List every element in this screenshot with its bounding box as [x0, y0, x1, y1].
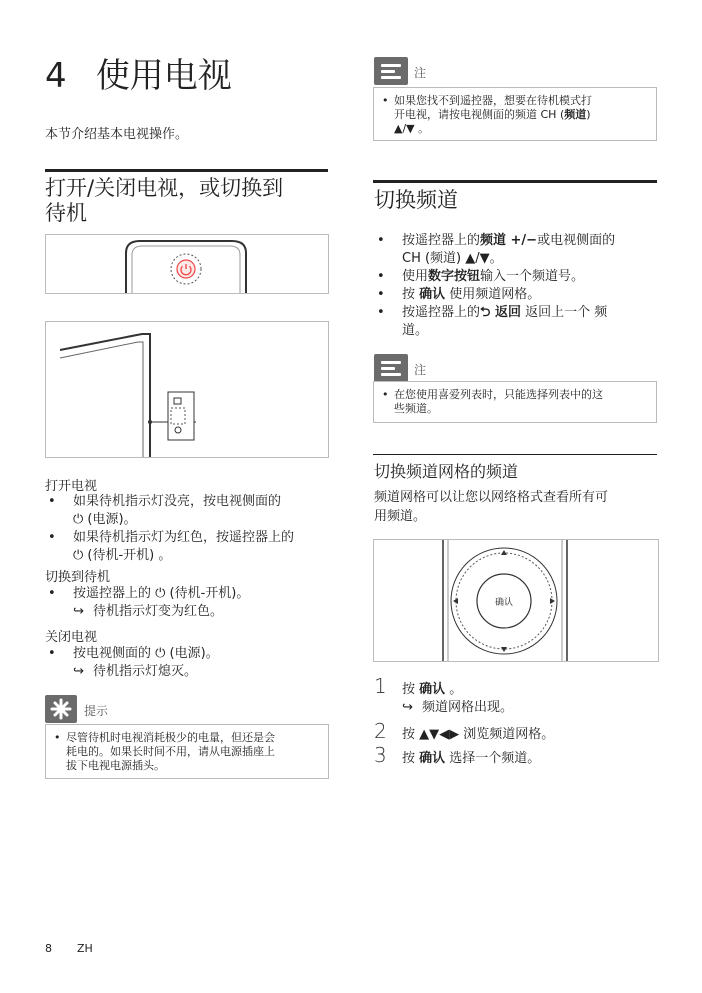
note2-label: 注 [414, 363, 427, 377]
turn-on-heading: 打开电视 [45, 479, 98, 494]
chapter-number: 4 [45, 56, 67, 96]
list-item: • 使用数字按钮输入一个频道号。 [374, 268, 658, 286]
tip-box [45, 724, 329, 779]
remote-drawing [46, 235, 328, 293]
list-item: • 按电视侧面的 ⏻ (电源)。 [45, 645, 335, 663]
standby-heading: 切换到待机 [45, 570, 111, 585]
channel-list [374, 232, 658, 340]
grid-title: 切换频道网格的频道 [374, 462, 519, 481]
note1-text: • 如果您找不到遥控器，想要在待机模式打 开电视，请按电视侧面的频道 CH (频道) ▲/▼ 。 [382, 94, 648, 136]
turn-off-list [45, 645, 335, 663]
list-item: • 按 确认 使用频道网格。 [374, 286, 658, 304]
page-footer [45, 942, 93, 955]
standby-list [45, 585, 335, 603]
page-number: 8 [45, 942, 52, 955]
turn-off-heading: 关闭电视 [45, 630, 98, 645]
note-icon [374, 354, 408, 382]
chapter-name: 使用电视 [95, 56, 232, 96]
result-arrow-icon: ↪ [402, 700, 413, 715]
list-item: • 按遥控器上的⮌ 返回 返回上一个 频 道。 [374, 304, 658, 340]
step-3: 3 按 确认 选择一个频道。 [374, 743, 541, 767]
turn-off-result: ↪ 待机指示灯熄灭。 [73, 664, 198, 679]
remote-illustration [45, 234, 329, 294]
subsection-rule [373, 454, 657, 455]
standby-result: ↪ 待机指示灯变为红色。 [73, 604, 224, 619]
tv-drawing [46, 322, 328, 457]
note1-box [373, 87, 657, 141]
note-icon [374, 57, 408, 85]
navpad-illustration [373, 539, 659, 662]
note2-text: • 在您使用喜爱列表时，只能选择列表中的这 些频道。 [382, 388, 648, 416]
step-1: 1 按 确认 。 ↪ 频道网格出现。 [374, 674, 514, 715]
tip-label: 提示 [84, 704, 109, 718]
grid-description: 频道网格可以让您以网络格式查看所有可 用频道。 [374, 490, 609, 524]
ok-button-label: 确认 [494, 598, 513, 608]
list-item: • 按遥控器上的 ⏻ (待机-开机)。 [45, 585, 335, 603]
language-code: ZH [77, 942, 93, 955]
turn-on-list [45, 493, 335, 565]
note1-label: 注 [414, 66, 427, 80]
section-rule [45, 169, 328, 172]
step-2: 2 按 ▲▼◀▶ 浏览频道网格。 [374, 719, 555, 743]
tip-text: • 尽管待机时电视消耗极少的电量，但还是会 耗电的。如果长时间不用，请从电源插座上 拔下电视电源插头。 [54, 731, 320, 773]
section-title-power: 打开/关闭电视，或切换到 待机 [45, 176, 284, 225]
tip-icon [45, 695, 77, 723]
result-arrow-icon: ↪ [73, 604, 84, 619]
section-rule [373, 180, 657, 183]
chapter-title [45, 48, 232, 97]
tv-illustration [45, 321, 329, 458]
list-item: • 如果待机指示灯没亮，按电视侧面的 ⏻ (电源)。 [45, 493, 335, 529]
intro-text: 本节介绍基本电视操作。 [45, 127, 189, 142]
sparkle-icon [45, 695, 77, 723]
list-item: • 如果待机指示灯为红色，按遥控器上的 ⏻ (待机-开机) 。 [45, 529, 335, 565]
list-item: • 按遥控器上的频道 +/−或电视侧面的 CH (频道) ▲/▼。 [374, 232, 658, 268]
result-arrow-icon: ↪ [73, 664, 84, 679]
note2-box [373, 381, 657, 423]
section-title-channels: 切换频道 [374, 188, 458, 212]
